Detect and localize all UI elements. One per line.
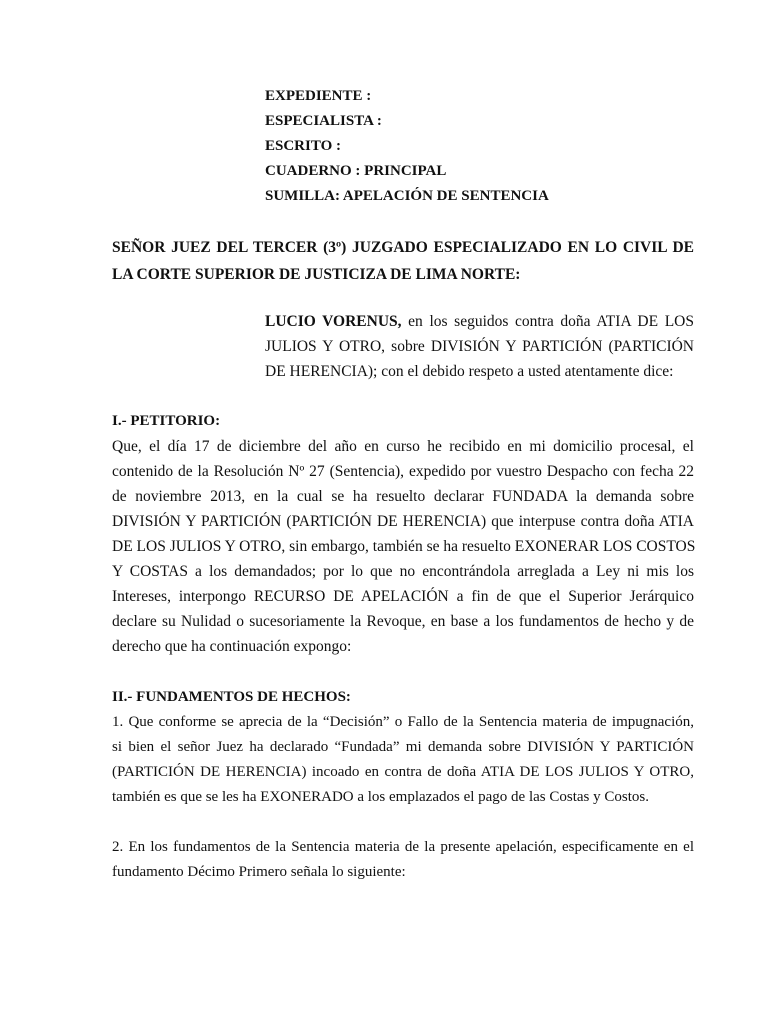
fundamentos-line: 1. Que conforme se aprecia de la “Decisión” o Fallo de la Sentencia materia de impugnación, xyxy=(112,714,694,730)
fundamentos-paragraph-1 xyxy=(112,710,694,810)
petitorio-line: Y COSTAS a los demandados; por lo que no encontrándola arreglada a Ley ni mis los xyxy=(112,563,694,580)
fundamentos-line: también es que se les ha EXONERADO a los emplazados el pago de las Costas y Costos. xyxy=(112,789,649,805)
fundamentos-line: si bien el señor Juez ha declarado “Fundada” mi demanda sobre DIVISIÓN Y PARTICIÓN xyxy=(112,739,694,755)
petitorio-line: Que, el día 17 de diciembre del año en curso he recibido en mi domicilio procesal, el xyxy=(112,438,694,455)
petitorio-line: DE LOS JULIOS Y OTRO, sin embargo, también se ha resuelto EXONERAR LOS COSTOS xyxy=(112,538,696,555)
cuaderno-label: CUADERNO : PRINCIPAL xyxy=(265,163,447,179)
petitorio-line: derecho que ha continuación expongo: xyxy=(112,638,352,655)
intro-paragraph xyxy=(265,309,694,384)
appellant-name: LUCIO VORENUS, xyxy=(265,313,402,330)
fundamentos-line: 2. En los fundamentos de la Sentencia materia de la presente apelación, especificamente en el xyxy=(112,839,694,855)
petitorio-line: Intereses, interpongo RECURSO DE APELACIÓN a fin de que el Superior Jerárquico xyxy=(112,588,694,605)
case-header xyxy=(265,84,665,209)
fundamentos-line: fundamento Décimo Primero señala lo siguiente: xyxy=(112,864,406,880)
intro-line-2: JULIOS Y OTRO, sobre DIVISIÓN Y PARTICIÓN (PARTICIÓN xyxy=(265,338,694,355)
addressee-heading xyxy=(112,234,694,288)
petitorio-title: I.- PETITORIO: xyxy=(112,413,221,429)
petitorio-line: declare su Nulidad o sucesoriamente la Revoque, en base a los fundamentos de hecho y de xyxy=(112,613,694,630)
fundamentos-section xyxy=(112,685,694,885)
fundamentos-line: (PARTICIÓN DE HERENCIA) incoado en contra de doña ATIA DE LOS JULIOS Y OTRO, xyxy=(112,764,694,780)
especialista-label: ESPECIALISTA : xyxy=(265,113,382,129)
addressee-line-2: LA CORTE SUPERIOR DE JUSTICIZA DE LIMA NORTE: xyxy=(112,266,521,283)
intro-line-3: DE HERENCIA); con el debido respeto a usted atentamente dice: xyxy=(265,363,674,380)
paragraph-spacer xyxy=(112,810,694,835)
expediente-label: EXPEDIENTE : xyxy=(265,88,372,104)
addressee-line-1: SEÑOR JUEZ DEL TERCER (3º) JUZGADO ESPECIALIZADO EN LO CIVIL DE xyxy=(112,239,694,256)
sumilla-label: SUMILLA: APELACIÓN DE SENTENCIA xyxy=(265,188,549,204)
petitorio-section xyxy=(112,409,694,659)
petitorio-line: DIVISIÓN Y PARTICIÓN (PARTICIÓN DE HERENCIA) que interpuse contra doña ATIA xyxy=(112,513,694,530)
petitorio-line: de noviembre 2013, en la cual se ha resuelto declarar FUNDADA la demanda sobre xyxy=(112,488,694,505)
petitorio-line: contenido de la Resolución Nº 27 (Sentencia), expedido por vuestro Despacho con fecha 22 xyxy=(112,463,694,480)
fundamentos-title: II.- FUNDAMENTOS DE HECHOS: xyxy=(112,689,351,705)
escrito-label: ESCRITO : xyxy=(265,138,341,154)
fundamentos-paragraph-2 xyxy=(112,835,694,885)
petitorio-body xyxy=(112,434,694,659)
intro-line-1 xyxy=(265,309,694,334)
intro-line-1-rest: en los seguidos contra doña ATIA DE LOS xyxy=(401,313,694,330)
